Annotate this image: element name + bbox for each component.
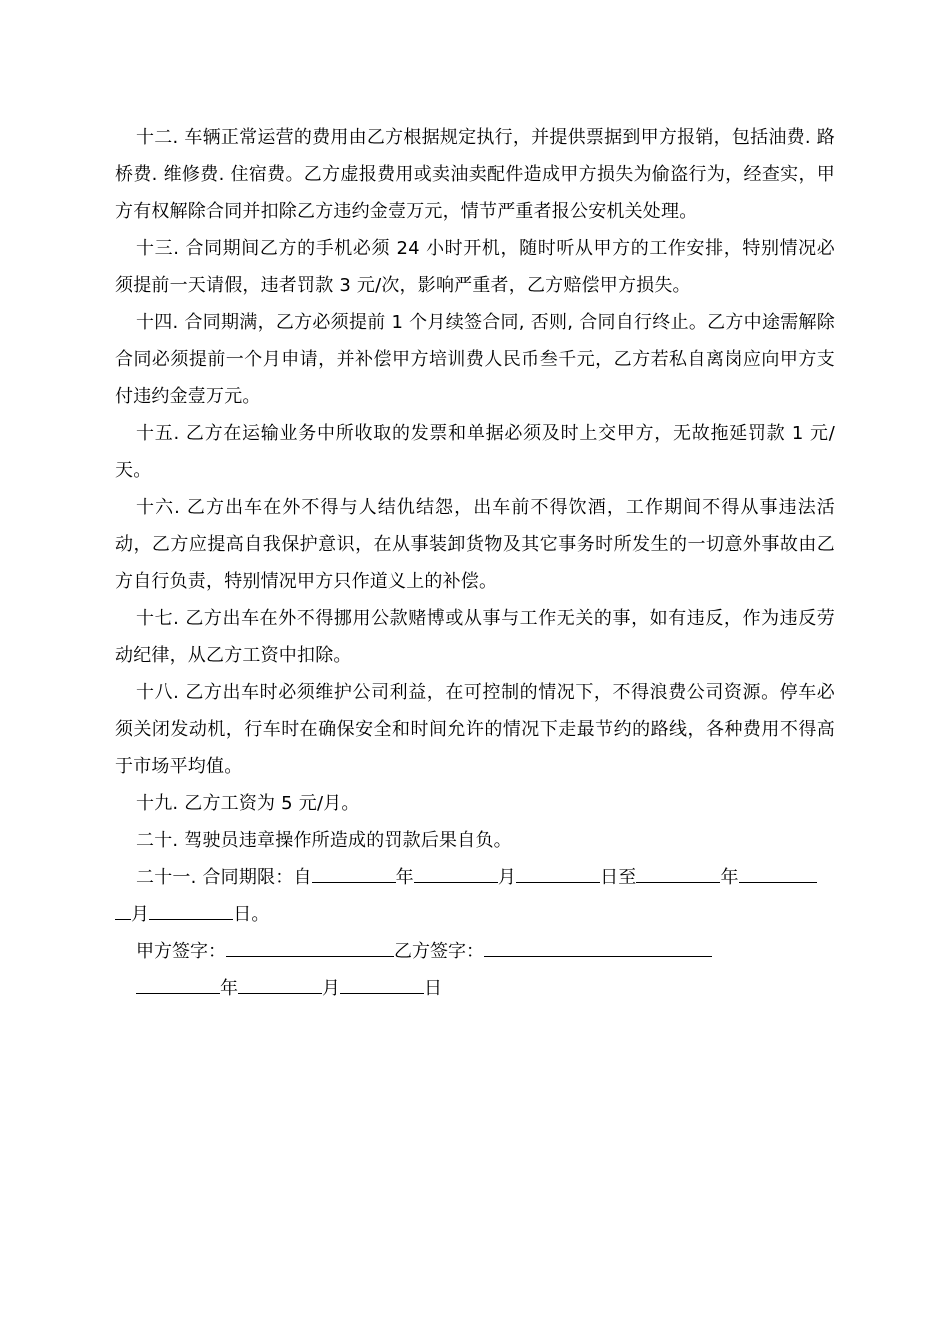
clause-17: 十七. 乙方出车在外不得挪用公款赌博或从事与工作无关的事，如有违反，作为违反劳动纪律，从乙方工资中扣除。 <box>115 608 835 666</box>
signing-day-label: 日 <box>424 978 442 999</box>
term-start-month-blank[interactable] <box>414 862 498 883</box>
signing-year-label: 年 <box>220 978 238 999</box>
signing-year-blank[interactable] <box>136 973 220 994</box>
term-end-month-blank-b[interactable] <box>115 899 131 920</box>
party-a-signature-blank[interactable] <box>226 936 394 957</box>
clause-19: 十九. 乙方工资为 5 元/月。 <box>136 793 360 814</box>
clause-13: 十三. 合同期间乙方的手机必须 24 小时开机，随时听从甲方的工作安排，特别情况必须提前一天请假，违者罚款 3 元/次，影响严重者，乙方赔偿甲方损失。 <box>115 238 835 296</box>
clause-14: 十四. 合同期满，乙方必须提前 1 个月续签合同, 否则, 合同自行终止。乙方中途需解除合同必须提前一个月申请，并补偿甲方培训费人民币叁千元，乙方若私自离岗应向甲方支付违约金壹万元。 <box>115 312 835 407</box>
clause-18: 十八. 乙方出车时必须维护公司利益，在可控制的情况下，不得浪费公司资源。停车必须关闭发动机，行车时在确保安全和时间允许的情况下走最节约的路线，各种费用不得高于市场平均值。 <box>115 682 835 777</box>
term-end-day-blank[interactable] <box>149 899 233 920</box>
term-end-year-label: 年 <box>720 867 739 888</box>
term-end-month-blank-a[interactable] <box>739 862 817 883</box>
term-year-label: 年 <box>395 867 414 888</box>
party-b-signature-label: 乙方签字： <box>394 941 484 962</box>
term-start-year-blank[interactable] <box>312 862 396 883</box>
signing-month-blank[interactable] <box>238 973 322 994</box>
clause-20: 二十. 驾驶员违章操作所造成的罚款后果自负。 <box>136 830 512 851</box>
party-a-signature-label: 甲方签字： <box>136 941 226 962</box>
term-start-day-blank[interactable] <box>516 862 600 883</box>
signing-month-label: 月 <box>322 978 340 999</box>
clause-21-contract-term <box>115 859 835 933</box>
term-month-label: 月 <box>497 867 517 888</box>
term-day-to-label: 日至 <box>600 867 637 888</box>
party-b-signature-blank[interactable] <box>484 936 712 957</box>
term-end-year-blank[interactable] <box>636 862 720 883</box>
clause-15: 十五. 乙方在运输业务中所收取的发票和单据必须及时上交甲方，无故拖延罚款 1 元/天。 <box>115 423 835 481</box>
signing-day-blank[interactable] <box>340 973 424 994</box>
term-prefix: 二十一. 合同期限：自 <box>136 867 312 888</box>
signing-date-line <box>115 970 835 1007</box>
term-end-day-label: 日。 <box>233 904 270 925</box>
contract-body <box>115 119 835 1007</box>
clause-12: 十二. 车辆正常运营的费用由乙方根据规定执行，并提供票据到甲方报销，包括油费. 路桥费. 维修费. 住宿费。乙方虚报费用或卖油卖配件造成甲方损失为偷盗行为，经查实，甲方有权解除合同并扣除乙方违约金壹万元，情节严重者报公安机关处理。 <box>115 127 835 222</box>
clause-16: 十六. 乙方出车在外不得与人结仇结怨，出车前不得饮酒，工作期间不得从事违法活动，乙方应提高自我保护意识，在从事装卸货物及其它事务时所发生的一切意外事故由乙方自行负责，特别情况甲方只作道义上的补偿。 <box>115 497 835 592</box>
signature-line <box>115 933 835 970</box>
term-end-month-label: 月 <box>131 904 150 925</box>
